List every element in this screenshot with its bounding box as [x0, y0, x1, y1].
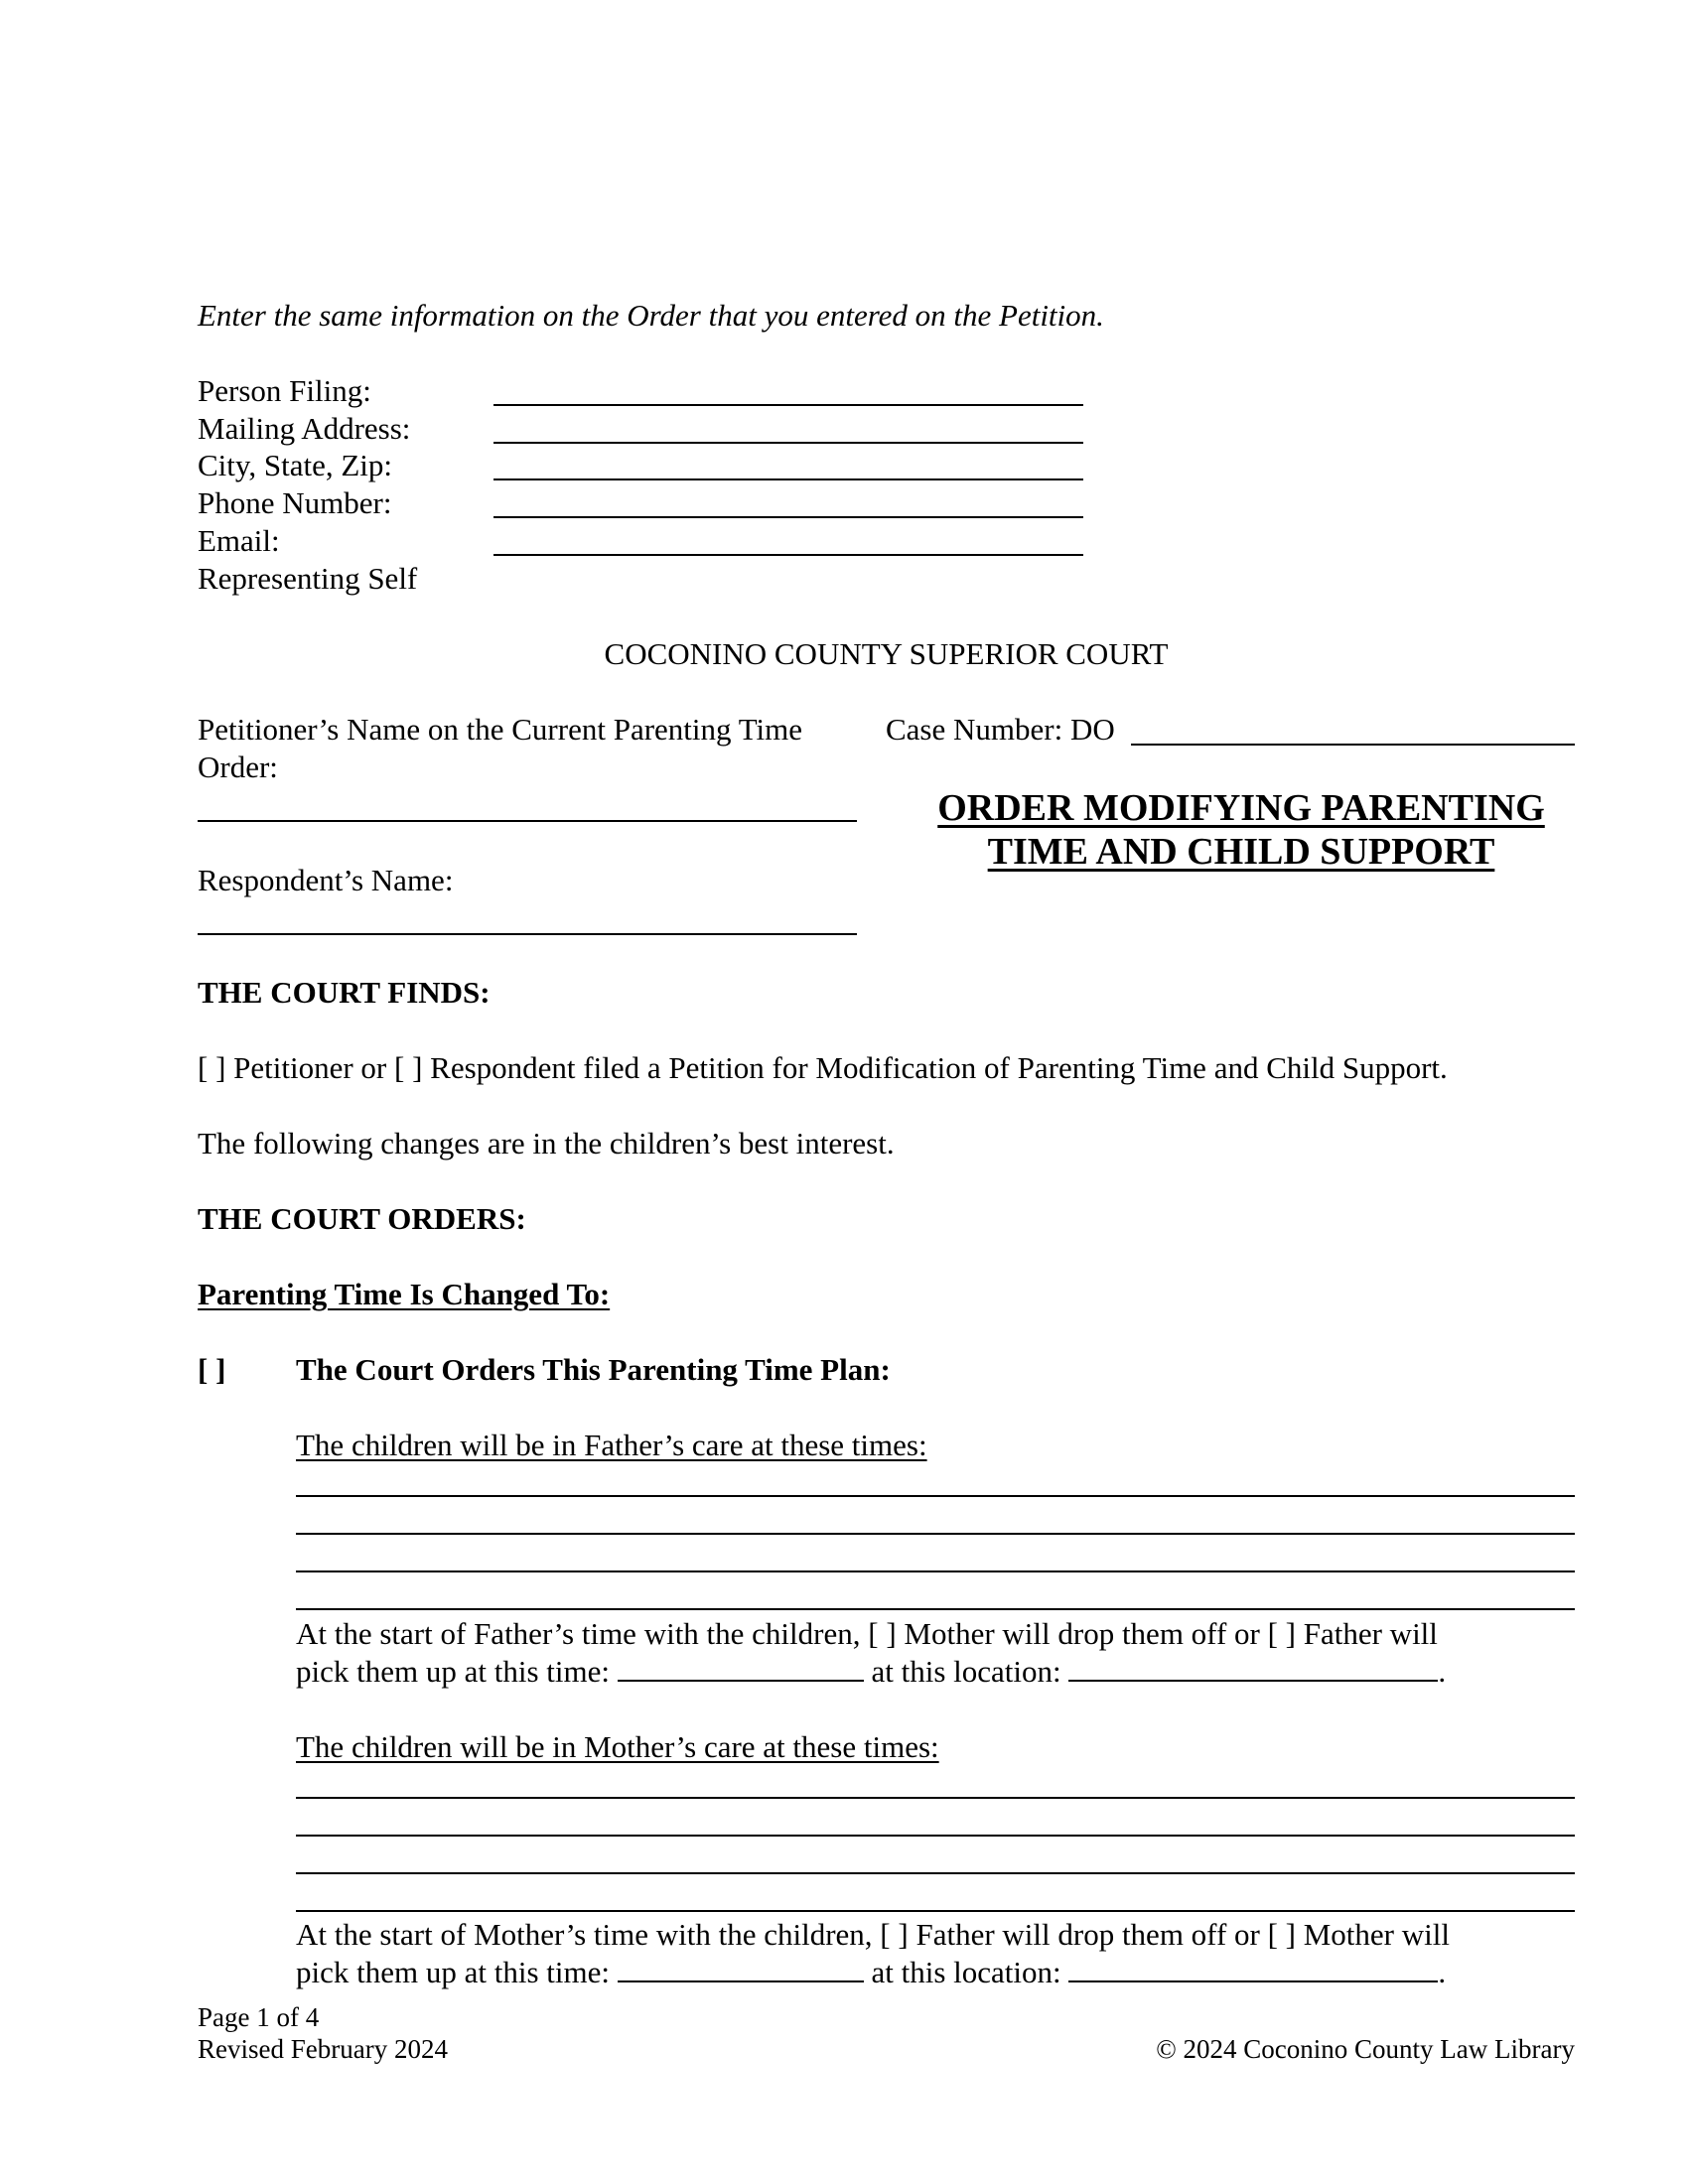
page-number: Page 1 of 4	[198, 2002, 320, 2032]
mother-care-line-2[interactable]	[296, 1835, 1575, 1837]
parenting-plan-heading: The Court Orders This Parenting Time Plan:	[296, 1352, 891, 1387]
mother-care-line-3[interactable]	[296, 1872, 1575, 1874]
city-state-zip-label: City, State, Zip:	[198, 448, 393, 482]
document-title-line2: TIME AND CHILD SUPPORT	[987, 831, 1495, 873]
petitioner-label-line2: Order:	[198, 750, 278, 784]
case-number-label: Case Number: DO	[886, 712, 1115, 747]
court-name: COCONINO COUNTY SUPERIOR COURT	[604, 636, 1169, 671]
court-finds-heading: THE COURT FINDS:	[198, 975, 491, 1010]
mailing-address-label: Mailing Address:	[198, 411, 411, 446]
mother-location-field[interactable]	[1068, 1955, 1438, 1982]
mother-care-line-4[interactable]	[296, 1910, 1575, 1912]
copyright-notice: © 2024 Coconino County Law Library	[1156, 2034, 1575, 2064]
mother-location-label: at this location:	[871, 1955, 1061, 1989]
father-location-field[interactable]	[1068, 1654, 1438, 1682]
father-care-line-3[interactable]	[296, 1570, 1575, 1572]
mother-care-label: The children will be in Mother’s care at these times:	[296, 1729, 939, 1764]
revision-date: Revised February 2024	[198, 2034, 448, 2064]
mailing-address-field[interactable]	[493, 442, 1083, 444]
petitioner-name-field[interactable]	[198, 820, 857, 822]
parenting-time-heading: Parenting Time Is Changed To:	[198, 1277, 611, 1311]
court-orders-heading: THE COURT ORDERS:	[198, 1201, 526, 1236]
father-care-line-1[interactable]	[296, 1495, 1575, 1497]
phone-number-field[interactable]	[493, 516, 1083, 518]
city-state-zip-field[interactable]	[493, 478, 1083, 480]
mother-pickup-time-field[interactable]	[618, 1955, 864, 1982]
respondent-name-field[interactable]	[198, 933, 857, 935]
father-care-line-2[interactable]	[296, 1533, 1575, 1535]
case-number-field[interactable]	[1131, 744, 1575, 746]
person-filing-field[interactable]	[493, 404, 1083, 406]
father-care-line-4[interactable]	[296, 1608, 1575, 1610]
father-pickup-time-label: pick them up at this time:	[296, 1654, 610, 1689]
father-pickup-time-field[interactable]	[618, 1654, 864, 1682]
mother-start-text: At the start of Mother’s time with the children, [ ] Father will drop them off or [ ] Mother will	[296, 1917, 1450, 1952]
email-label: Email:	[198, 523, 280, 558]
mother-pickup-time-label: pick them up at this time:	[296, 1955, 610, 1989]
representing-self-label: Representing Self	[198, 561, 418, 596]
petitioner-label-line1: Petitioner’s Name on the Current Parenting Time	[198, 712, 803, 747]
email-field[interactable]	[493, 554, 1083, 556]
mother-care-line-1[interactable]	[296, 1797, 1575, 1799]
document-title-line1: ORDER MODIFYING PARENTING	[937, 787, 1545, 829]
father-period: .	[1438, 1654, 1447, 1689]
father-start-text: At the start of Father’s time with the children, [ ] Mother will drop them off or [ ] Father will	[296, 1616, 1438, 1651]
best-interest-text: The following changes are in the children’s best interest.	[198, 1126, 895, 1160]
instruction-text: Enter the same information on the Order that you entered on the Petition.	[198, 298, 1104, 333]
respondent-label: Respondent’s Name:	[198, 863, 454, 897]
father-care-label: The children will be in Father’s care at these times:	[296, 1428, 927, 1462]
mother-pickup-line	[296, 1954, 1446, 1991]
petition-filed-line: [ ] Petitioner or [ ] Respondent filed a Petition for Modification of Parenting Time and Child Support.	[198, 1050, 1448, 1085]
father-location-label: at this location:	[871, 1654, 1061, 1689]
mother-period: .	[1438, 1955, 1447, 1989]
father-pickup-line	[296, 1653, 1446, 1691]
person-filing-label: Person Filing:	[198, 373, 371, 408]
phone-number-label: Phone Number:	[198, 485, 392, 520]
parenting-plan-checkbox[interactable]: [ ]	[198, 1352, 226, 1387]
